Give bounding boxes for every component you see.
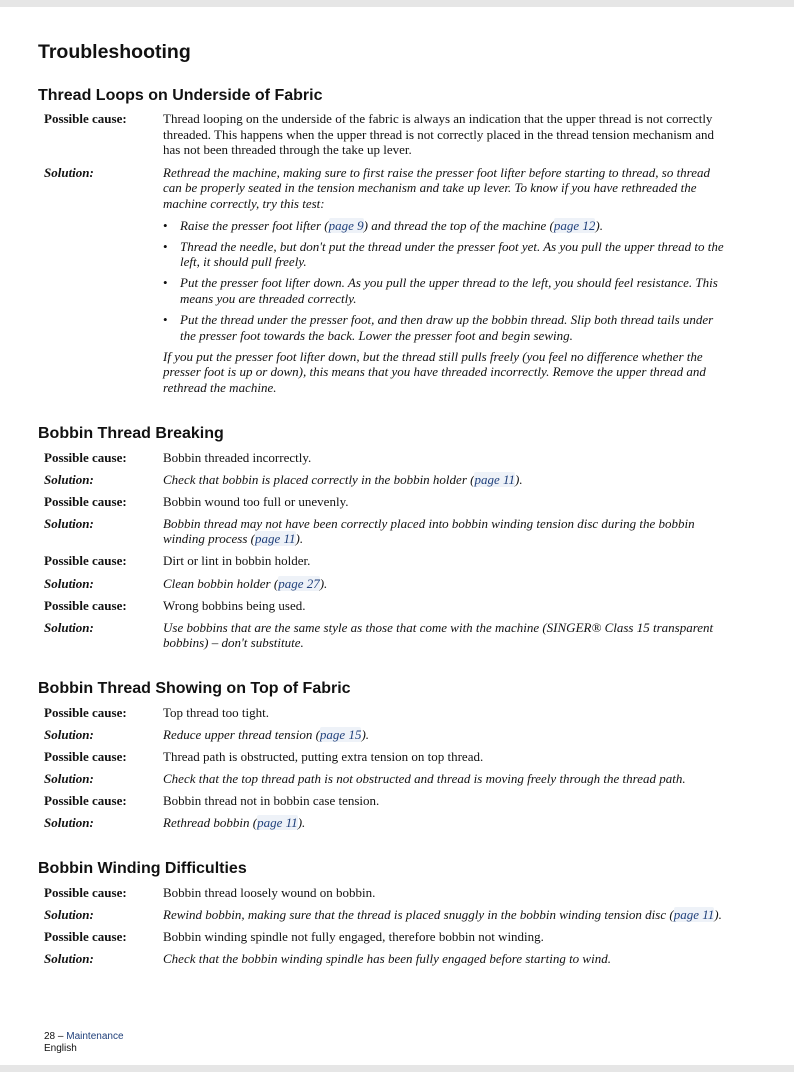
s1-solution-block: [163, 165, 732, 396]
solution-row: [38, 907, 738, 923]
solution-label: Solution:: [44, 619, 94, 635]
s2-rows: [38, 450, 738, 651]
possible-cause-row: [38, 705, 738, 721]
possible-cause-label: Possible cause:: [44, 704, 127, 720]
s1-cause-text: Thread looping on the underside of the fabric is always an indication that the upper thread is not correctly threaded. This happens when the upper thread is not correctly placed in the thread tension mechanism and has not been threaded through the take up lever.: [163, 111, 714, 158]
solution-text: Check that bobbin is placed correctly in the bobbin holder (page 11).: [163, 471, 523, 487]
possible-cause-label: Possible cause:: [44, 749, 127, 765]
cause-text: Thread path is obstructed, putting extra tension on top thread.: [163, 749, 484, 765]
solution-row: [38, 516, 738, 547]
list-item: • Raise the presser foot lifter (page 9) and thread the top of the machine (page 12).: [163, 217, 603, 233]
s1-solution-row: [38, 165, 738, 396]
cause-text: Bobbin thread loosely wound on bobbin.: [163, 885, 376, 900]
solution-row: [38, 472, 738, 488]
bullet-icon: •: [163, 275, 168, 291]
solution-text: Bobbin thread may not have been correctly placed into bobbin winding tension disc during the bobbin winding process (page 11).: [163, 515, 695, 547]
possible-cause-label: Possible cause:: [44, 885, 127, 900]
solution-text: Check that the top thread path is not obstructed and thread is moving freely through the thread path.: [163, 771, 686, 787]
solution-label: Solution:: [44, 771, 94, 787]
possible-cause-row: [38, 450, 738, 466]
solution-text: Clean bobbin holder (page 27).: [163, 575, 328, 591]
s1-solution-intro: Rethread the machine, making sure to first raise the presser foot lifter before starting to thread, so thread can be properly seated in the tension mechanism and take up lever. To know if you have rethreaded the machine correctly, try this test:: [163, 164, 711, 211]
solution-text: Reduce upper thread tension (page 15).: [163, 727, 370, 743]
possible-cause-row: [38, 929, 738, 945]
solution-row: [38, 951, 738, 967]
cause-text: Bobbin thread not in bobbin case tension.: [163, 793, 380, 809]
possible-cause-label: Possible cause:: [44, 793, 127, 809]
page-link[interactable]: page 11: [257, 815, 298, 831]
solution-label: Solution:: [44, 575, 94, 591]
footer-language: English: [44, 1042, 77, 1054]
cause-text: Dirt or lint in bobbin holder.: [163, 553, 311, 569]
solution-label: Solution:: [44, 907, 94, 923]
footer-section: Maintenance: [66, 1031, 124, 1042]
possible-cause-row: [38, 598, 738, 614]
page-link[interactable]: page 11: [474, 471, 516, 487]
solution-label: Solution:: [44, 164, 94, 180]
list-item: • Put the thread under the presser foot, and then draw up the bobbin thread. Slip both thread tails under the presser foot towards the back. Lower the presser foot and begin sewing.: [163, 312, 714, 343]
possible-cause-row: [38, 553, 738, 569]
possible-cause-row: [38, 885, 738, 901]
bullet-icon: •: [163, 238, 168, 254]
cause-text: Bobbin wound too full or unevenly.: [163, 493, 349, 509]
page-link[interactable]: page 11: [673, 907, 715, 923]
page: [0, 7, 794, 1065]
section-heading-bobbin-winding: Bobbin Winding Difficulties: [38, 860, 247, 877]
section-heading-thread-loops: Thread Loops on Underside of Fabric: [38, 87, 323, 104]
solution-row: [38, 727, 738, 743]
s1-closing-text: If you put the presser foot lifter down, but the thread still pulls freely (you feel no difference whether the presser foot is up or down), this means that you have threaded incorrectly. Remove the upper thread and rethread the machine.: [163, 348, 706, 395]
page-number: 28: [44, 1031, 56, 1042]
solution-row: [38, 620, 738, 651]
possible-cause-label: Possible cause:: [44, 553, 127, 569]
cause-text: Top thread too tight.: [163, 704, 269, 720]
possible-cause-label: Possible cause:: [44, 493, 127, 509]
solution-text: Rethread bobbin (page 11).: [163, 815, 306, 831]
page-link[interactable]: page 15: [319, 727, 362, 743]
cause-text: Bobbin threaded incorrectly.: [163, 449, 312, 465]
section-heading-bobbin-showing: Bobbin Thread Showing on Top of Fabric: [38, 679, 351, 697]
s4-rows: [38, 885, 738, 967]
possible-cause-label: Possible cause:: [44, 111, 127, 126]
page-title: Troubleshooting: [38, 41, 191, 63]
bullet-icon: •: [163, 217, 168, 233]
document-content: [38, 7, 738, 967]
s1-test-steps: [163, 218, 732, 344]
solution-label: Solution:: [44, 471, 94, 487]
solution-text: Use bobbins that are the same style as those that come with the machine (SINGER® Class 15 transparent bobbins) – don't substitute.: [163, 619, 714, 651]
possible-cause-label: Possible cause:: [44, 449, 127, 465]
list-item: • Thread the needle, but don't put the thread under the presser foot yet. As you pull the upper thread to the left, it should pull freely.: [163, 238, 724, 270]
list-item: • Put the presser foot lifter down. As you pull the upper thread to the left, you should feel resistance. This means you are threaded correctly.: [163, 275, 718, 306]
bullet-icon: •: [163, 312, 168, 328]
solution-row: [38, 771, 738, 787]
page-link[interactable]: page 9: [328, 217, 364, 233]
page-link[interactable]: page 12: [553, 217, 596, 233]
page-footer: 28 – Maintenance English: [44, 1031, 124, 1054]
possible-cause-row: [38, 749, 738, 765]
possible-cause-label: Possible cause:: [44, 597, 127, 613]
possible-cause-row: [38, 793, 738, 809]
cause-text: Bobbin winding spindle not fully engaged, therefore bobbin not winding.: [163, 929, 544, 945]
solution-label: Solution:: [44, 951, 94, 967]
solution-text: Check that the bobbin winding spindle has been fully engaged before starting to wind.: [163, 951, 611, 967]
page-link[interactable]: page 27: [278, 575, 320, 591]
page-link[interactable]: page 11: [254, 531, 296, 547]
section-heading-bobbin-breaking: Bobbin Thread Breaking: [38, 424, 224, 442]
possible-cause-row: [38, 494, 738, 510]
solution-text: Rewind bobbin, making sure that the thread is placed snuggly in the bobbin winding tension disc (page 11).: [163, 907, 722, 923]
solution-label: Solution:: [44, 815, 94, 831]
s1-cause-row: [38, 111, 738, 158]
solution-label: Solution:: [44, 515, 94, 531]
cause-text: Wrong bobbins being used.: [163, 597, 306, 613]
solution-label: Solution:: [44, 727, 94, 743]
solution-row: [38, 815, 738, 831]
solution-row: [38, 576, 738, 592]
possible-cause-label: Possible cause:: [44, 929, 127, 945]
s3-rows: [38, 705, 738, 831]
